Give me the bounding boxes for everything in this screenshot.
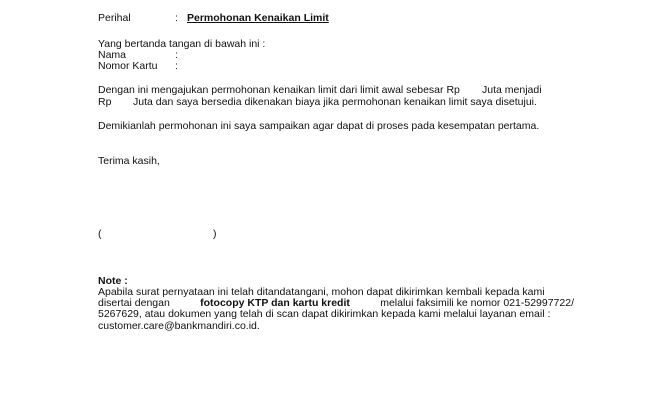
note-line-2-highlight: fotocopy KTP dan kartu kredit — [200, 297, 350, 309]
thanks-text: Terima kasih, — [98, 155, 160, 167]
closing-paragraph: Demikianlah permohonan ini saya sampaikan agar dapat di proses pada kesempatan pertama. — [98, 120, 540, 132]
request-line1-end: Juta menjadi — [482, 84, 542, 96]
field-label-name: Nama — [98, 49, 127, 61]
field-label-card-number: Nomor Kartu — [98, 60, 158, 72]
subject-value: Permohonan Kenaikan Limit — [187, 12, 329, 24]
note-line-1: Apabila surat pernyataan ini telah ditandatangani, mohon dapat dikirimkan kembali kepada kami — [98, 286, 545, 298]
note-line-2-end: melalui faksimili ke nomor 021-52997722/ — [380, 297, 574, 309]
field-colon-card-number: : — [175, 60, 178, 72]
request-line2-text: Juta dan saya bersedia dikenakan biaya jika permohonan kenaikan limit saya disetujui. — [133, 96, 537, 108]
field-colon-name: : — [175, 49, 178, 61]
request-line2-currency: Rp — [98, 96, 112, 108]
request-line1-start: Dengan ini mengajukan permohonan kenaikan limit dari limit awal sebesar Rp — [98, 84, 460, 96]
subject-colon: : — [175, 12, 178, 24]
signature-open-bracket: ( — [98, 228, 102, 240]
signatory-intro: Yang bertanda tangan di bawah ini : — [98, 38, 266, 50]
signature-close-bracket: ) — [213, 228, 217, 240]
subject-label: Perihal — [98, 12, 131, 24]
note-email: customer.care@bankmandiri.co.id. — [98, 320, 260, 332]
note-line-3: 5267629, atau dokumen yang telah di scan dapat dikirimkan kepada kami melalui layanan email : — [98, 308, 551, 320]
note-title: Note : — [98, 275, 128, 287]
note-line-2-start: disertai dengan — [98, 297, 170, 309]
